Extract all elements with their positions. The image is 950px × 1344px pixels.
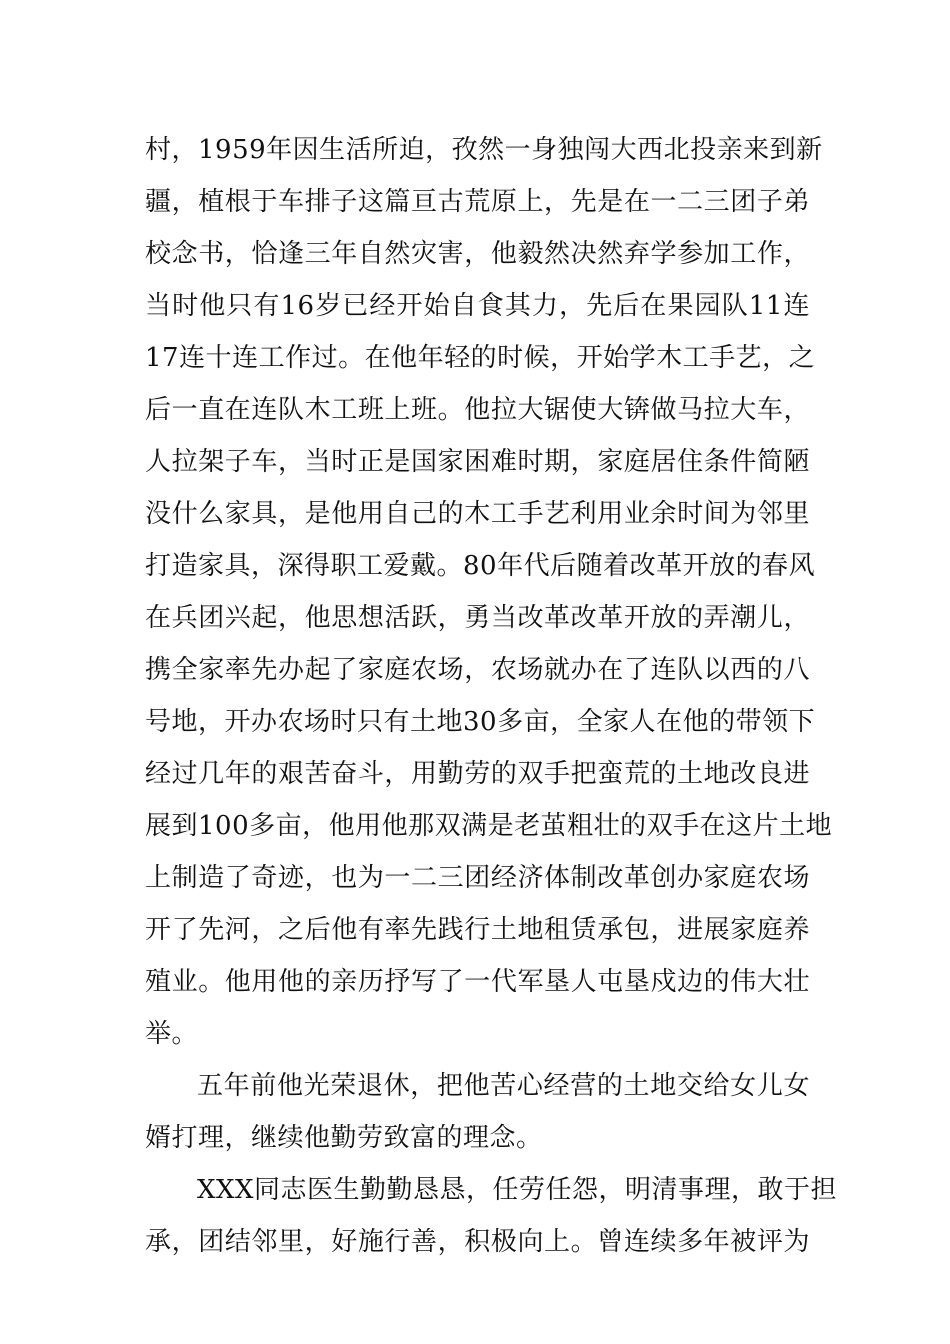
text-line: 展到100多亩，他用他那双满是老茧粗壮的双手在这片土地 <box>145 811 833 841</box>
text-line: 后一直在连队木工班上班。他拉大锯使大锛做马拉大车， <box>145 395 810 425</box>
text-line: 校念书，恰逢三年自然灾害，他毅然决然弃学参加工作， <box>145 239 810 269</box>
text-line: 婿打理，继续他勤劳致富的理念。 <box>145 1123 543 1153</box>
text-line: 携全家率先办起了家庭农场，农场就办在了连队以西的八 <box>145 655 810 685</box>
text-line: 号地，开办农场时只有土地30多亩，全家人在他的带领下 <box>145 707 816 737</box>
text-line: 承，团结邻里，好施行善，积极向上。曾连续多年被评为 <box>145 1227 810 1257</box>
text-line: 人拉架子车，当时正是国家困难时期，家庭居住条件简陋 <box>145 447 810 477</box>
text-line: 上制造了奇迹，也为一二三团经济体制改革创办家庭农场 <box>145 863 810 893</box>
text-line: 举。 <box>145 1019 199 1049</box>
text-line: 没什么家具，是他用自己的木工手艺利用业余时间为邻里 <box>145 499 810 529</box>
text-line: 在兵团兴起，他思想活跃，勇当改革改革开放的弄潮儿， <box>145 603 810 633</box>
text-line: 经过几年的艰苦奋斗，用勤劳的双手把蛮荒的土地改良进 <box>145 759 810 789</box>
text-line: 当时他只有16岁已经开始自食其力，先后在果园队11连 <box>145 291 810 321</box>
text-line: 村，1959年因生活所迫，孜然一身独闯大西北投亲来到新 <box>145 135 823 165</box>
text-line: 打造家具，深得职工爱戴。80年代后随着改革开放的春风 <box>145 551 816 581</box>
text-line: 17连十连工作过。在他年轻的时候，开始学木工手艺，之 <box>145 343 816 373</box>
text-line: XXX同志医生勤勤恳恳，任劳任怨，明清事理，敢于担 <box>197 1175 838 1205</box>
text-line: 五年前他光荣退休，把他苦心经营的土地交给女儿女 <box>197 1071 810 1101</box>
text-line: 疆，植根于车排子这篇亘古荒原上，先是在一二三团子弟 <box>145 187 810 217</box>
text-line: 殖业。他用他的亲历抒写了一代军垦人屯垦戍边的伟大壮 <box>145 967 810 997</box>
text-line: 开了先河，之后他有率先践行土地租赁承包，进展家庭养 <box>145 915 810 945</box>
